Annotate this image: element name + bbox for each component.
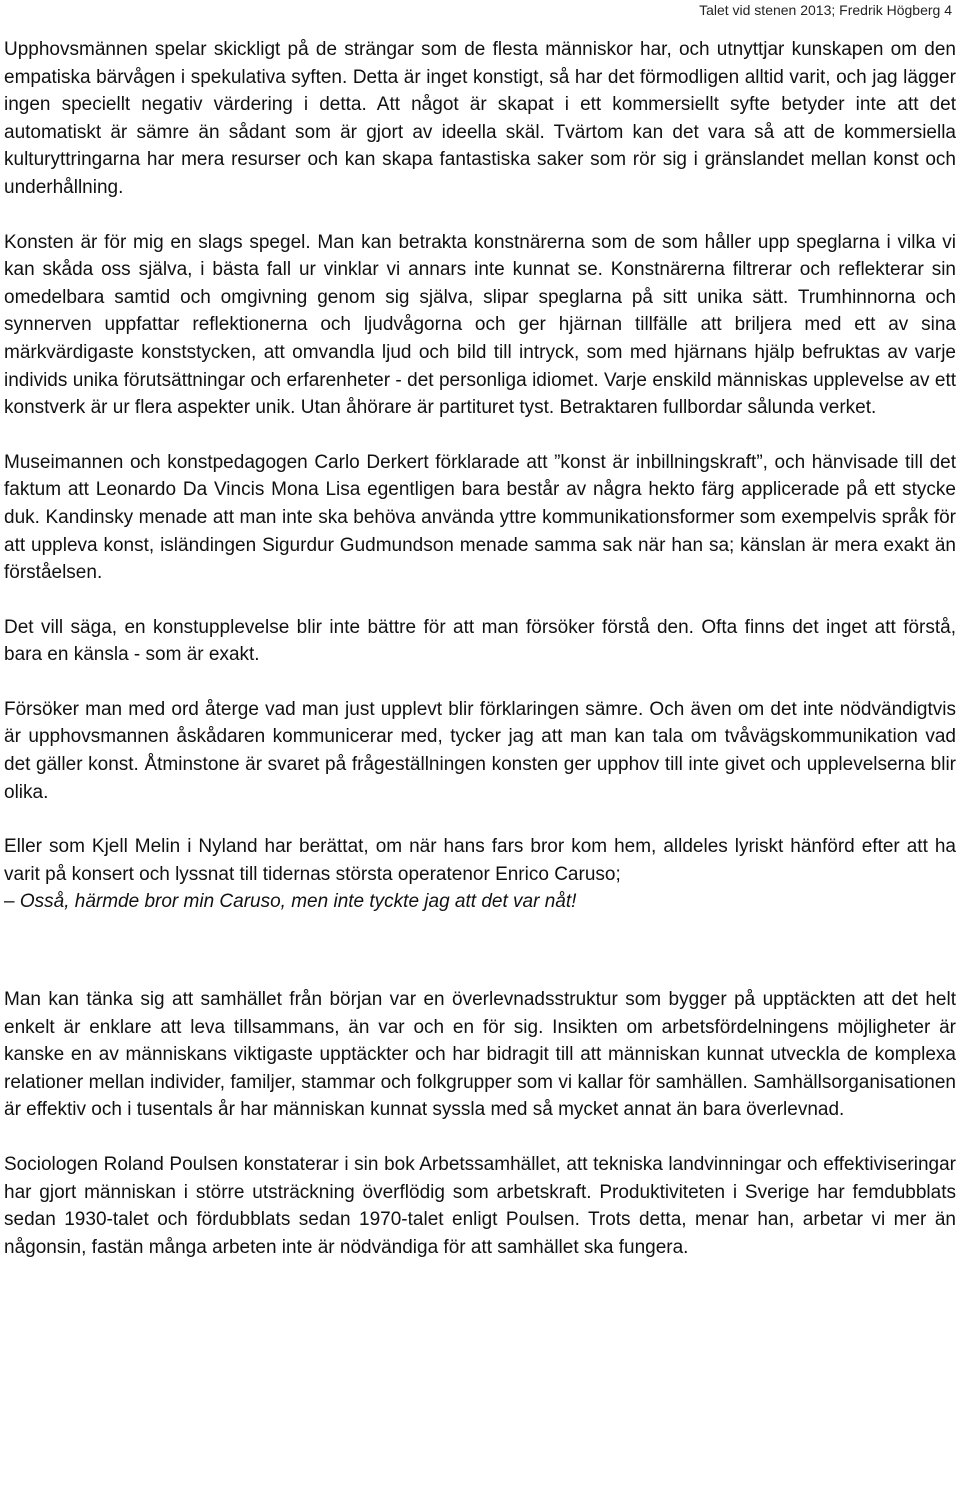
paragraph-art-as-mirror: Konsten är för mig en slags spegel. Man kan betrakta konstnärerna som de som håller upp speglarna i vilka vi kan skåda oss själva, i bästa fall ur vinklar vi annars inte kunnat se. Konstnärerna filtrerar och reflekterar sin omedelbara samtid och omgivning genom sig själva, slipar speglarna på sitt unika sätt. Trumhinnorna och synnerven uppfattar reflektionerna och ljudvågorna och ger hjärnan tillfälle att briljera med ett av sina märkvärdigaste konststycken, att omvandla ljud och bild till intryck, som med hjärnans hjälp befruktas av varje individs unika förutsättningar och erfarenheter - det personliga idiomet. Varje enskild människas upplevelse av ett konstverk är ur flera aspekter unik. Utan åhörare är partituret tyst. Betraktaren fullbordar sålunda verket. [4, 231, 956, 419]
paragraph-poulsen: Sociologen Roland Poulsen konstaterar i sin bok Arbetssamhället, att tekniska landvinningar och effektiviseringar har gjort människan i större utsträckning överflödig som arbetskraft. Produktiviteten i Sverige har femdubblats sedan 1930-talet och fördubblats sedan 1970-talet enligt Poulsen. Trots detta, menar han, arbetar vi mer än någonsin, fastän många arbeten inte är nödvändiga för att samhället ska fungera. [4, 1154, 956, 1258]
paragraph-feeling-exact: Det vill säga, en konstupplevelse blir inte bättre för att man försöker förstå den. Ofta finns det inget att förstå, bara en känsla - som är exakt. [4, 616, 956, 666]
caruso-quote [4, 888, 956, 916]
running-header: Talet vid stenen 2013; Fredrik Högberg 4 [699, 2, 952, 18]
document-body [4, 36, 956, 1288]
paragraph-society-origins: Man kan tänka sig att samhället från början var en överlevnadsstruktur som bygger på upptäckten att det helt enkelt är enklare att leva tillsammans, än var och en för sig. Insikten om arbetsfördelningens möjligheter är kanske en av människans viktigaste upptäckter och har bidragit till att människan kunnat utveckla de komplexa relationer mellan individer, familjer, stammar och folkgrupper som vi kallar för samhällen. Samhällsorganisationen är effektiv och i tusentals år har människan kunnat syssla med så mycket annat än bara överlevnad. [4, 989, 956, 1121]
quote-text: Osså, härmde bror min Caruso, men inte tyckte jag att det var nåt! [19, 891, 577, 913]
paragraph-commercial-culture: Upphovsmännen spelar skickligt på de strängar som de flesta människor har, och utnyttjar kunskapen om den empatiska bärvågen i spekulativa syften. Detta är inget konstigt, så har det förmodligen alltid varit, och jag lägger ingen speciellt negativ värdering i detta. Att något är skapat i ett kommersiellt syfte betyder inte att det automatiskt är sämre än sådant som är gjort av ideella skäl. Tvärtom kan det vara så att de kommersiella kulturyttringarna har mera resurser och kan skapa fantastiska saker som rör sig i gränslandet mellan konst och underhållning. [4, 39, 956, 198]
paragraph-derkert: Museimannen och konstpedagogen Carlo Derkert förklarade att ”konst är inbillningskraft”, och hänvisade till det faktum att Leonardo Da Vincis Mona Lisa egentligen bara består av några hekto färg applicerade på ett stycke duk. Kandinsky menade att man inte ska behöva använda yttre kommunikationsformer som exempelvis språk för att uppleva konst, isländingen Sigurdur Gudmundson menade samma sak när han sa; känslan är mera exakt än förståelsen. [4, 451, 956, 584]
paragraph-two-way-communication: Försöker man med ord återge vad man just upplevt blir förklaringen sämre. Och även om det inte nödvändigtvis är upphovsmannen åskådaren kommunicerar med, tycker jag att man kan tala om tvåvägskommunikation vad det gäller konst. Åtminstone är svaret på frågeställningen konsten ger upphov till inte givet och upplevelserna blir olika. [4, 698, 956, 803]
paragraph-caruso-story: Eller som Kjell Melin i Nyland har berättat, om när hans fars bror kom hem, alldeles lyriskt hänförd efter att ha varit på konsert och lyssnat till tidernas största operatenor Enrico Caruso; [4, 836, 956, 885]
quote-dash: – [4, 891, 15, 913]
